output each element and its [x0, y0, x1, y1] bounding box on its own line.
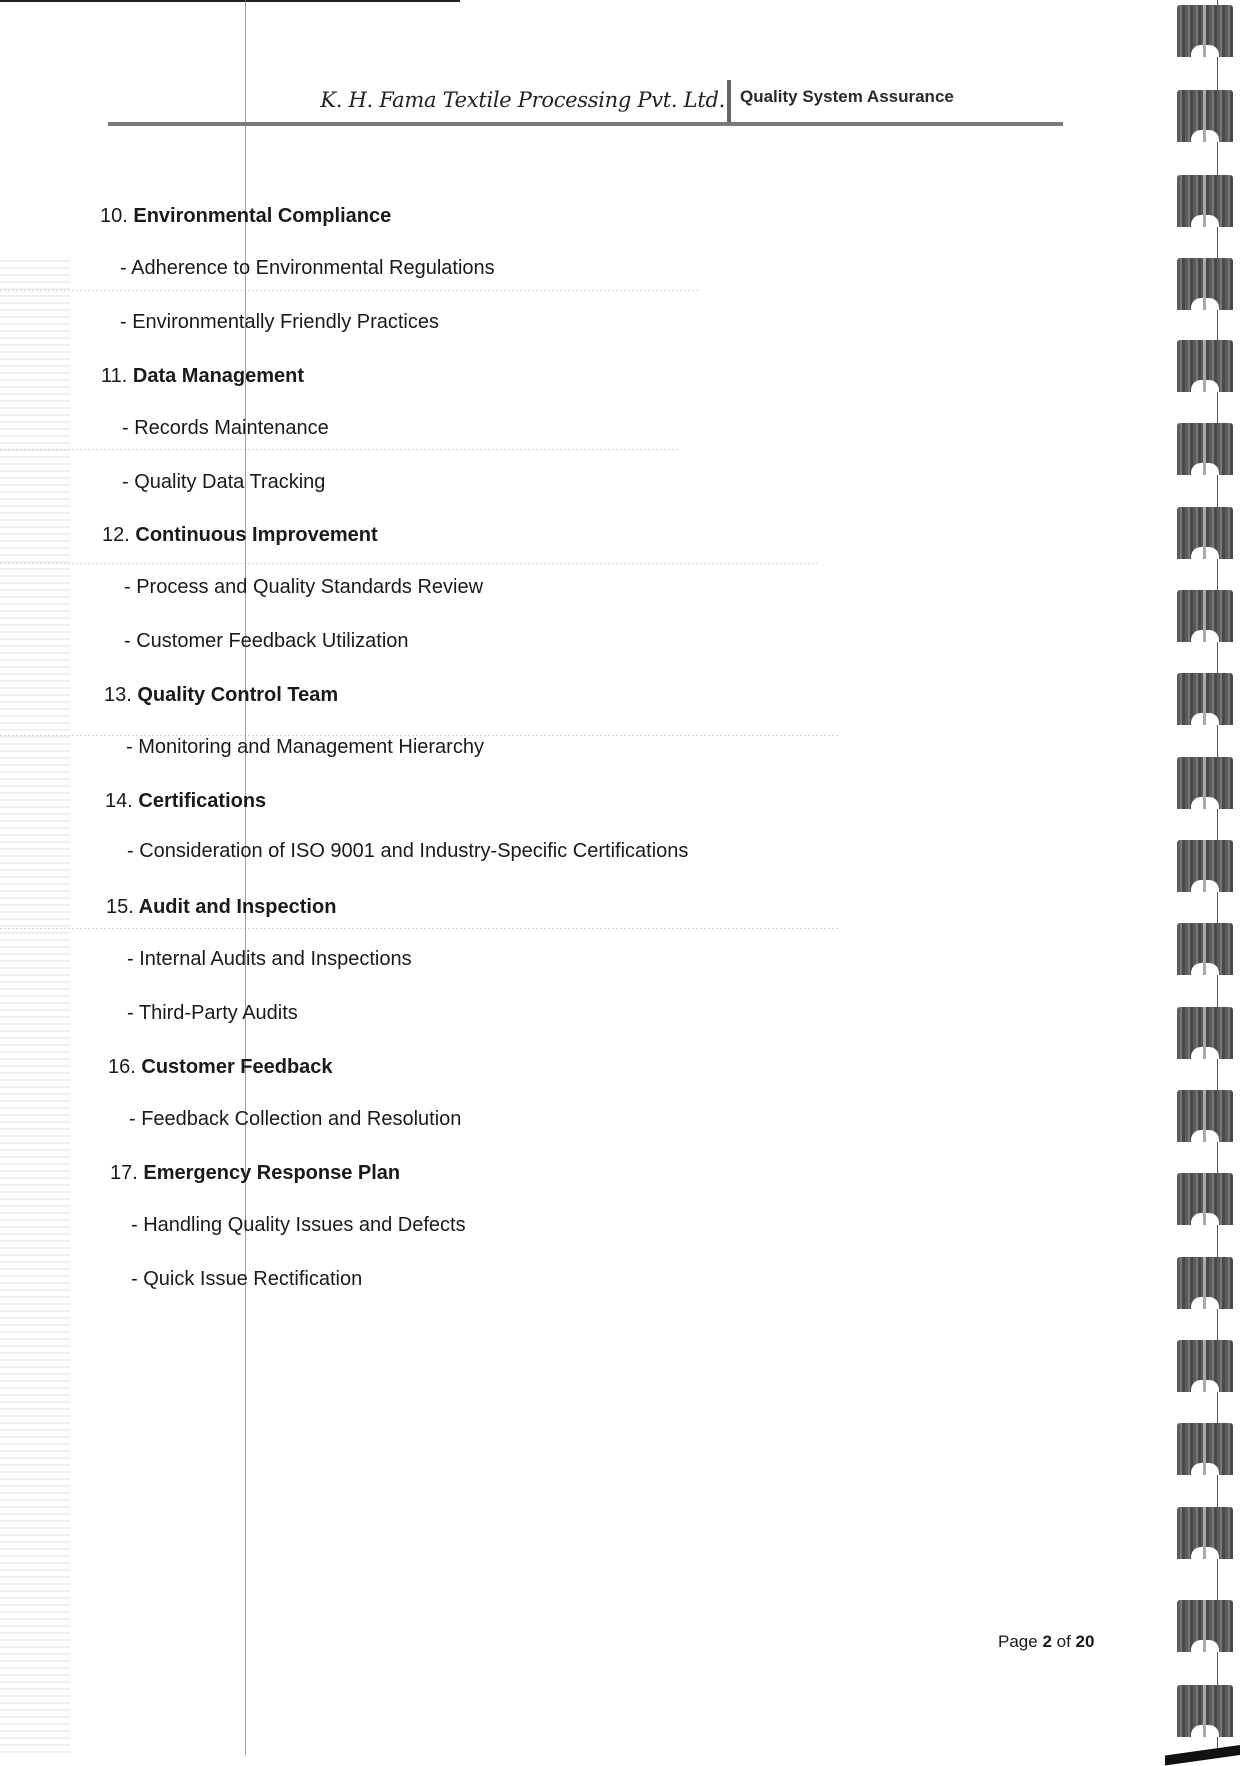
- page-total: 20: [1075, 1632, 1095, 1651]
- section-title: Environmental Compliance: [133, 205, 392, 227]
- page-of: of: [1051, 1632, 1076, 1651]
- list-item: - Adherence to Environmental Regulations: [120, 257, 495, 279]
- section-number: 11.: [101, 365, 128, 387]
- list-item: - Environmentally Friendly Practices: [120, 311, 439, 333]
- section-number: 15.: [106, 896, 134, 918]
- company-name: K. H. Fama Textile Processing Pvt. Ltd.: [320, 88, 725, 112]
- list-item: - Quality Data Tracking: [122, 471, 326, 493]
- section-heading: [108, 1056, 333, 1079]
- binding-ring: [1177, 1257, 1233, 1309]
- list-item: - Process and Quality Standards Review: [124, 576, 484, 598]
- binding-ring: [1177, 340, 1233, 392]
- binding-ring: [1177, 1007, 1233, 1059]
- section-title: Certifications: [138, 790, 267, 812]
- section-heading: [101, 365, 304, 388]
- binding-ring: [1177, 423, 1233, 475]
- list-item: - Internal Audits and Inspections: [127, 948, 412, 970]
- section-number: 10.: [100, 205, 128, 227]
- binding-ring: [1177, 175, 1233, 227]
- page-curl: [1165, 1745, 1240, 1766]
- document-title: Quality System Assurance: [740, 87, 954, 106]
- section-heading: [100, 205, 391, 228]
- list-item: - Records Maintenance: [122, 417, 329, 439]
- section-title: Customer Feedback: [141, 1056, 333, 1078]
- binding-ring: [1177, 258, 1233, 310]
- section-heading: [105, 790, 266, 813]
- section-heading: [106, 896, 336, 919]
- section-heading: [110, 1162, 400, 1185]
- binding-ring: [1177, 90, 1233, 142]
- section-title: Emergency Response Plan: [143, 1162, 401, 1184]
- list-item: - Monitoring and Management Hierarchy: [126, 736, 484, 758]
- page-prefix: Page: [998, 1632, 1043, 1651]
- list-item: - Third-Party Audits: [127, 1002, 298, 1024]
- spiral-binding: [1165, 0, 1240, 1755]
- page-current: 2: [1042, 1632, 1052, 1651]
- list-item: - Quick Issue Rectification: [131, 1268, 363, 1290]
- binding-ring: [1177, 1507, 1233, 1559]
- page-number: [998, 1632, 1094, 1652]
- binding-ring: [1177, 507, 1233, 559]
- binding-ring: [1177, 757, 1233, 809]
- section-number: 16.: [108, 1056, 136, 1078]
- section-heading: [104, 684, 338, 707]
- binding-ring: [1177, 1340, 1233, 1392]
- binding-ring: [1177, 5, 1233, 57]
- list-item: - Handling Quality Issues and Defects: [131, 1214, 466, 1236]
- binding-ring: [1177, 1090, 1233, 1142]
- section-heading: [102, 524, 378, 547]
- section-number: 12.: [102, 524, 130, 546]
- binding-ring: [1177, 1600, 1233, 1652]
- list-item: - Consideration of ISO 9001 and Industry-Specific Certifications: [127, 840, 689, 862]
- binding-ring: [1177, 1423, 1233, 1475]
- section-title: Continuous Improvement: [135, 524, 378, 546]
- section-number: 14.: [105, 790, 133, 812]
- binding-ring: [1177, 1173, 1233, 1225]
- section-title: Quality Control Team: [137, 684, 339, 706]
- section-number: 17.: [110, 1162, 138, 1184]
- section-title: Audit and Inspection: [138, 896, 337, 918]
- binding-ring: [1177, 840, 1233, 892]
- section-title: Data Management: [132, 365, 305, 387]
- list-item: - Feedback Collection and Resolution: [129, 1108, 462, 1130]
- binding-ring: [1177, 923, 1233, 975]
- binding-ring: [1177, 673, 1233, 725]
- section-number: 13.: [104, 684, 132, 706]
- list-item: - Customer Feedback Utilization: [124, 630, 409, 652]
- binding-ring: [1177, 590, 1233, 642]
- binding-ring: [1177, 1685, 1233, 1737]
